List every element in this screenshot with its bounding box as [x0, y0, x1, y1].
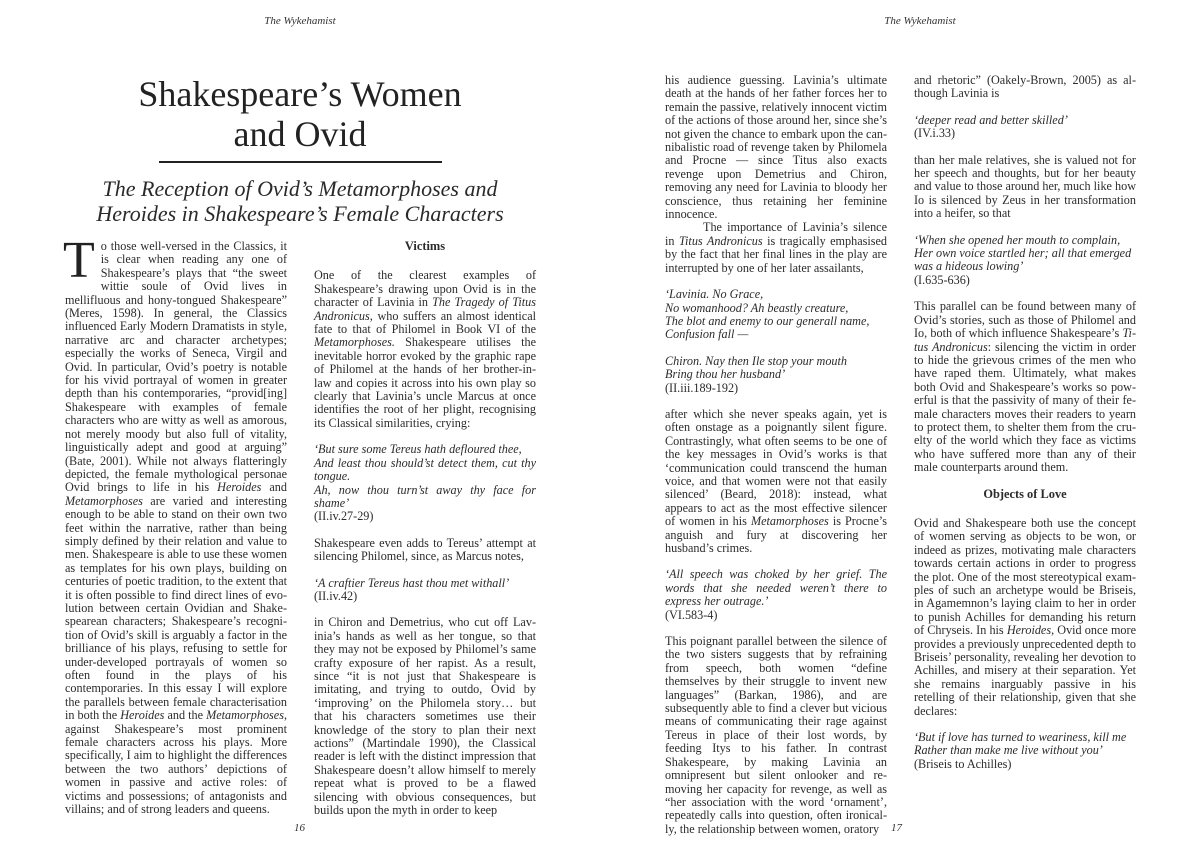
section-heading-victims: Victims — [404, 239, 446, 253]
quote-citation: (I.635-636) — [914, 272, 970, 287]
quote-citation: (II.iii.189-192) — [665, 380, 739, 395]
paragraph: and rhetoric” (Oakely-Brown, 2005) as although Lavinia is — [914, 73, 1136, 101]
subtitle-line-2: Heroides in Shakespeare’s Female Characters — [96, 201, 504, 226]
article-title — [0, 74, 600, 154]
paragraph: This poignant parallel between the silence of the two sisters suggests that by refraining from speech, both women “define themselves by their struggle to invent new languages” (Barkan, 1986), and are subsequently able to find a clever but vicious means of communicating their rage against Tereus in place of their lost words, by feeding Itys to his father. In contrast Shakespeare, by making Lavinia an omnipresent but silent onlooker and removing her capacity for revenge, as well as “her association with the word ‘ornament’, repeatedly calls into question, often ironically, the relationship between women, oratory — [665, 634, 887, 836]
running-head-right: The Wykehamist — [884, 15, 956, 27]
running-head-left: The Wykehamist — [264, 15, 336, 27]
quote-citation: (IV.i.33) — [914, 126, 956, 141]
section-heading-objects-of-love: Objects of Love — [983, 486, 1067, 501]
quote-citation: (II.iv.42) — [314, 588, 358, 603]
page-number-left: 16 — [294, 822, 305, 834]
page-number-right: 17 — [891, 822, 902, 834]
quote-citation: (Briseis to Achilles) — [914, 756, 1012, 771]
paragraph: after which she never speaks again, yet is often onstage as a poignantly silent figure. Contrastingly, what often seems to be one of the key messages in Ovid’s works is that ‘communication could transcend the human voice, and that women were not that easily silenced’ (Beard, 2018): instead, what appears to act as the most effective silencer of women in his Metamorphoses is Procne’s anguish and fury at discovering her husband’s crimes. — [665, 406, 887, 555]
paragraph: One of the clearest examples of Shakespeare’s drawing upon Ovid is in the character of Lavinia in The Tragedy of Titus Andronicus, who suffers an almost identical fate to that of Philomel in Book VI of the Metamorphoses. Shakespeare utilises the inevitable horror evoked by the graphic rape of Philomel at the hands of her brother-in-law and copies it across into his own play so clearly that Lavinia’s uncle Marcus at once identifies the root of her plight, recognising its Classical similarities, crying: — [314, 268, 536, 430]
column-1 — [63, 232, 288, 817]
paragraph: Ovid and Shakespeare both use the concept of women serving as objects to be won, or indeed as prizes, motivating male characters towards certain actions in order to progress the plot. One of the most stereotypical examples of such an archetype would be Briseis, in Agamemnon’s laying claim to her in order to punish Achilles for demanding his return of Chryseis. In his Heroides, Ovid once more provides a previously unprecedented depth to Briseis’ personality, revealing her devotion to Achilles, and misery at their separation. Yet she remains inarguably passive in his retelling of their relationship, given that she declares: — [914, 515, 1136, 718]
paragraph: in Chiron and Demetrius, who cut off Lavinia’s hands as well as her tongue, so that they may not be exposed by Philomel’s same crafty exposure of her rapist. As a result, since “it is not just that Shakespeare is imitating, and trying to outdo, Ovid by ‘improving’ on the Philomela story… but that his characters sometimes use their knowledge of the story to plan their next actions” (Martindale 1990), the Classical reader is left with the distinct impression that Shakespeare doesn’t allow himself to merely repeat what is proved to be a flawed silencing with obvious consequences, but builds upon the myth in order to keep — [314, 615, 536, 818]
intro-paragraph: To those well-versed in the Classics, it is clear when reading any one of Shakespeare’s plays that “the sweet wittie soule of Ovid lives in mellifluous and hony-tongued Shakespeare” (Meres, 1598). In general, the Classics influenced Early Modern Dramatists in style, narrative arc and character archetypes; especially the works of Seneca, Virgil and Ovid. In particular, Ovid’s poetry is notable for his vivid portrayal of women in greater depth than his contemporaries, “provid[ing] Shakespeare with examples of female characters who are witty as well as amorous, not merely moody but also full of vitality, linguistically adept and good at arguing” (Bate, 2001). While not always flatteringly depicted, the female mythological personae Ovid brings to life in his Heroides and Metamorphoses are varied and interesting enough to be able to stand on their own two feet within the narrative, rather than being simply defined by their relation and value to men. Shakespeare is able to use these women as templates for his own plays, building on centuries of poetic tradition, to the extent that it is often possible to find direct lines of evolution between certain Ovidian and Shakespearean characters; Shakespeare’s recognition of Ovid’s skill is arguably a factor in the brilliance of his plays, refusing to settle for under-developed portrayals of women so often found in the plays of his contemporaries. In this essay I will explore the parallels between female characterisation in both the Heroides and the Metamorphoses, against Shakespeare’s most prominent female characters across his plays. More specifically, I aim to highlight the differences between the two authors’ depictions of women in passive and active roles: of victims and possessions; of antagonists and villains; and of strong leaders and queens. — [63, 232, 288, 817]
column-4 — [914, 74, 1136, 771]
title-line-1: Shakespeare’s Women — [138, 74, 462, 114]
paragraph: Shakespeare even adds to Tereus’ attempt at silencing Philomel, since, as Marcus notes, — [314, 535, 536, 564]
block-quote: ‘Lavinia. No Grace, No womanhood? Ah beastly creature, The blot and enemy to our generall name, Confusion fall — — [665, 287, 870, 342]
block-quote: ‘All speech was choked by her grief. The words that she needed weren’t there to express her outrage.’ — [665, 567, 887, 609]
block-quote: ‘deeper read and better skilled’ — [914, 112, 1068, 127]
title-divider — [159, 161, 442, 163]
subtitle-line-1: The Reception of Ovid’s Metamorphoses and — [102, 176, 498, 201]
drop-cap: T — [63, 232, 95, 289]
column-2 — [314, 240, 536, 817]
block-quote: Chiron. Nay then Ile stop your mouth Bring thou her husband’ — [665, 353, 848, 382]
block-quote: ‘A craftier Tereus hast thou met withall’ — [314, 575, 510, 590]
quote-citation: (VI.583-4) — [665, 607, 718, 622]
block-quote: ‘But sure some Tereus hath defloured thee, And least thou should’st detect them, cut thy tongue. Ah, now thou turn’st away thy face for shame’ — [314, 442, 536, 510]
title-line-2: and Ovid — [233, 114, 367, 154]
quote-citation: (II.iv.27-29) — [314, 509, 374, 524]
paragraph: The importance of Lavinia’s silence in Titus Andronicus is tragically emphasised by the fact that her final lines in the play are interrupted by one of her later assailants, — [665, 220, 887, 275]
column-3 — [665, 74, 887, 836]
paragraph: This parallel can be found between many of Ovid’s stories, such as those of Philomel and Io, both of which influence Shakespeare’s Titus Andronicus: silencing the victim in order to hide the grievous crimes of the men who have raped them. Ultimately, what makes both Ovid and Shakespeare’s works so powerful is that the passivity of many of their female characters moves their readers to yearn to protect them, to shelter them from the cruelty of the world which they face as victims who have suffered more than any of their male counterparts around them. — [914, 299, 1136, 475]
article-subtitle — [0, 176, 600, 226]
block-quote: ‘But if love has turned to weariness, kill me Rather than make me live without you’ — [914, 730, 1127, 758]
paragraph: his audience guessing. Lavinia’s ultimate death at the hands of her father forces her to remain the passive, relatively innocent victim of the actions of those around her, since she’s not given the chance to embark upon the cannibalistic road of revenge taken by Philomela and Procne — since Titus also exacts revenge upon Demetrius and Chiron, removing any need for Lavinia to bloody her conscience, thus retaining her feminine innocence. — [665, 73, 888, 222]
block-quote: ‘When she opened her mouth to complain, Her own voice startled her; all that emerged was a hideous lowing’ — [914, 232, 1132, 274]
paragraph: than her male relatives, she is valued not for her speech and thoughts, but for her beauty and value to those around her, much like how Io is silenced by Zeus in her transformation into a heifer, so that — [914, 152, 1136, 221]
